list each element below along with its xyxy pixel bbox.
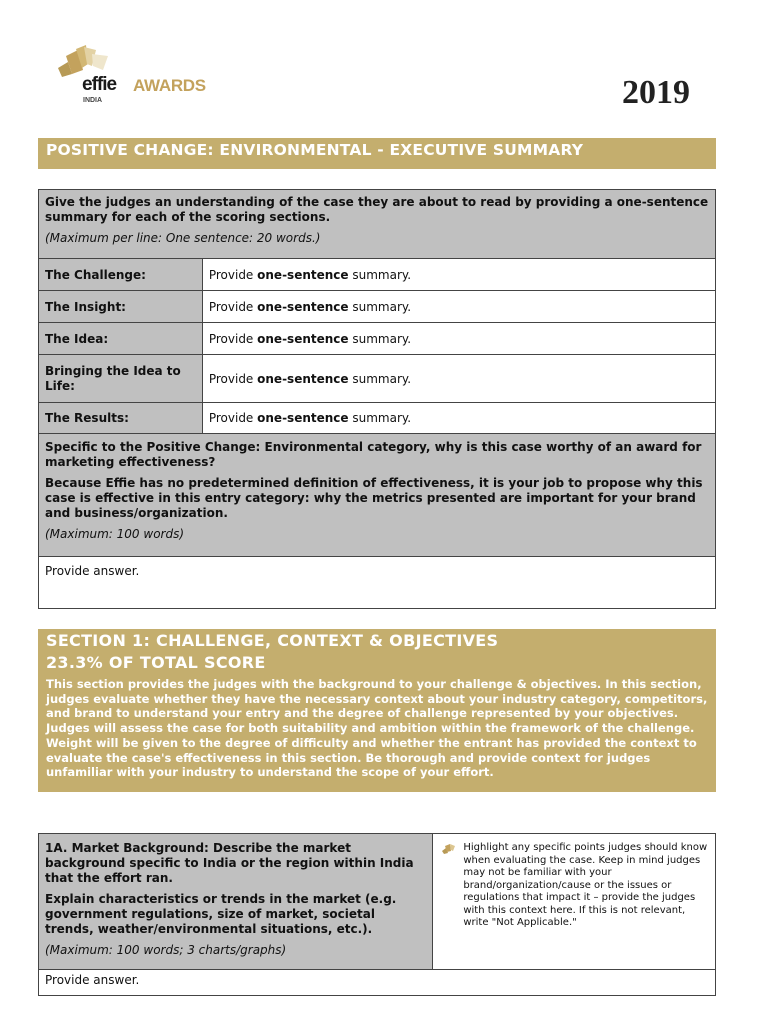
summary-row-label: The Results:: [39, 403, 203, 434]
summary-row-insight: [39, 291, 716, 323]
question-1a-text: 1A. Market Background: Describe the market background specific to India or the region within India that the effort ran.: [45, 841, 414, 885]
summary-answer-field[interactable]: Provide one-sentence summary.: [202, 355, 715, 403]
summary-row-results: [39, 403, 716, 434]
logo-effie-text: effie: [82, 74, 117, 95]
summary-answer-field[interactable]: Provide one-sentence summary.: [202, 323, 715, 355]
executive-summary-table: [38, 189, 716, 609]
summary-intro-cell: [39, 190, 716, 259]
question-1a-answer-field[interactable]: Provide answer.: [39, 970, 716, 996]
summary-row-bringing-idea: [39, 355, 716, 403]
section1-description: This section provides the judges with the background to your challenge & objectives. In this section, judges evaluate whether they have the necessary context about your industry category, competitors, and brand to understand your entry and the degree of challenge represented by your objectives. Judges will assess the case for both suitability and ambition within the framework of the challenge. Weight will be given to the degree of difficulty and whether the entrant has provided the context to evaluate the case's effectiveness in this section. Be thorough and provide context for judges unfamiliar with your industry to understand the scope of your effort.: [46, 677, 708, 780]
hint-logo-icon: [442, 843, 456, 854]
summary-answer-field[interactable]: Provide one-sentence summary.: [202, 403, 715, 434]
worthy-note: (Maximum: 100 words): [45, 527, 185, 541]
question-1a-note: (Maximum: 100 words; 3 charts/graphs): [45, 943, 287, 957]
question-1a-table: [38, 833, 716, 996]
effie-awards-logo: [56, 44, 226, 110]
worthy-question: Specific to the Positive Change: Environmental category, why is this case worthy of an award for marketing effectiveness?: [45, 440, 702, 469]
summary-row-idea: [39, 323, 716, 355]
logo-region-text: INDIA: [83, 97, 103, 104]
question-1a-hint: Highlight any specific points judges should know when evaluating the case. Keep in mind judges may not be familiar with your brand/organization/cause or the issues or regulations that impact it – provide the judges with this context here. If this is not relevant, write "Not Applicable.": [463, 842, 708, 928]
logo-awards-text: AWARDS: [133, 76, 206, 95]
summary-row-label: The Idea:: [39, 323, 203, 355]
section1-subheading: 23.3% OF TOTAL SCORE: [46, 653, 266, 672]
executive-summary-title: POSITIVE CHANGE: ENVIRONMENTAL - EXECUTIVE SUMMARY: [38, 138, 716, 169]
year-label: 2019: [622, 74, 690, 111]
question-1a-hint-cell: [433, 834, 716, 970]
summary-intro-note: (Maximum per line: One sentence: 20 words.): [45, 231, 321, 245]
section1-heading: SECTION 1: CHALLENGE, CONTEXT & OBJECTIVES: [46, 631, 499, 650]
summary-answer-field[interactable]: Provide one-sentence summary.: [202, 291, 715, 323]
question-1a-cell: [39, 834, 433, 970]
summary-row-label: The Insight:: [39, 291, 203, 323]
summary-answer-field[interactable]: Provide one-sentence summary.: [202, 259, 715, 291]
worthy-answer-field[interactable]: Provide answer.: [39, 557, 716, 609]
summary-row-label: The Challenge:: [39, 259, 203, 291]
worthy-question-cell: [39, 434, 716, 557]
summary-row-challenge: [39, 259, 716, 291]
summary-intro: Give the judges an understanding of the case they are about to read by providing a one-sentence summary for each of the scoring sections.: [45, 195, 709, 224]
worthy-detail: Because Effie has no predetermined definition of effectiveness, it is your job to propose why this case is effective in this entry category: why the metrics presented are important for your brand and business/organization.: [45, 476, 703, 520]
logo-mark-icon: [56, 44, 116, 78]
summary-row-label: Bringing the Idea to Life:: [39, 355, 203, 403]
question-1a-detail: Explain characteristics or trends in the market (e.g. government regulations, size of market, societal trends, weather/environmental situations, etc.).: [45, 892, 397, 936]
section1-header: [38, 629, 716, 792]
